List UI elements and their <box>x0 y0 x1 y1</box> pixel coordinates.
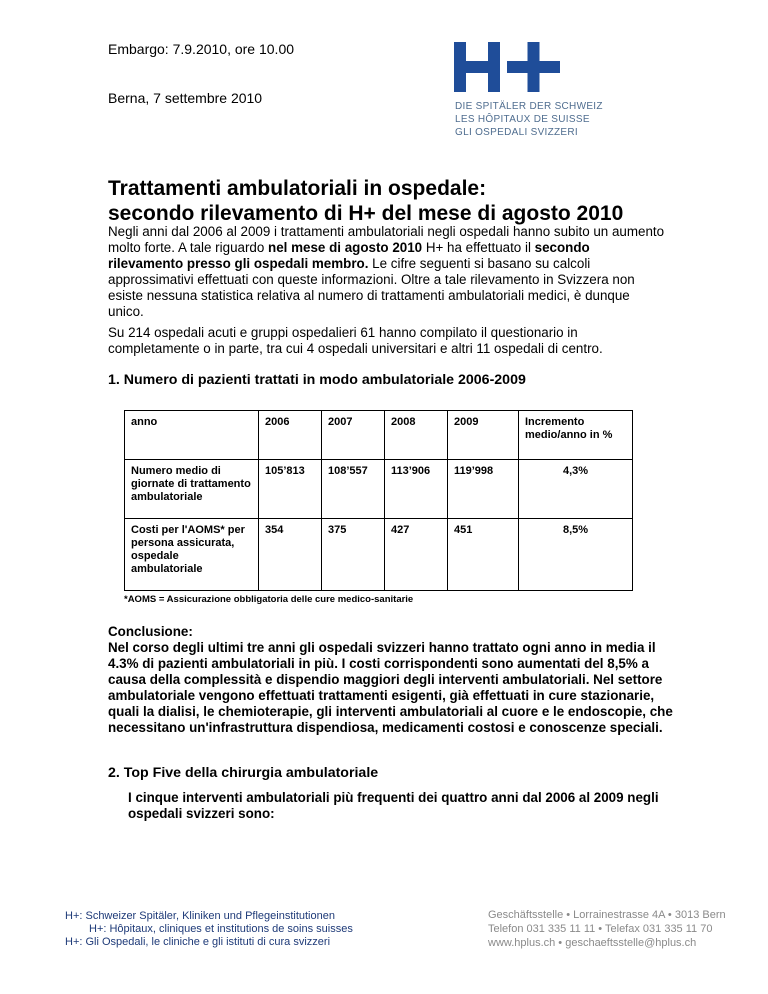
footer-phone: Telefon 031 335 11 11 • Telefax 031 335 11 70 <box>488 923 713 935</box>
intro-text-c: H+ ha effettuato il <box>422 240 535 255</box>
dateline: Berna, 7 settembre 2010 <box>108 90 263 106</box>
table-header-row <box>125 411 633 460</box>
title-line-2: secondo rilevamento di H+ del mese di agosto 2010 <box>108 202 624 225</box>
footer-address: Geschäftsstelle • Lorrainestrasse 4A • 3013 Bern <box>488 909 726 921</box>
table-cell: 113’906 <box>385 460 448 519</box>
table-cell: 451 <box>448 519 519 591</box>
table-cell: 119’998 <box>448 460 519 519</box>
table-cell: Costi per l'AOMS* per persona assicurata, ospedale ambulatoriale <box>125 519 259 591</box>
intro-bold-d: secondo rilevamento presso gli ospedali membro. <box>108 240 590 271</box>
title-line-1: Trattamenti ambulatoriali in ospedale: <box>108 177 487 200</box>
logo-line-de: DIE SPITÄLER DER SCHWEIZ <box>455 101 603 112</box>
stats-table <box>124 410 633 591</box>
table-cell: Numero medio di giornate di trattamento ambulatoriale <box>125 460 259 519</box>
logo-tagline <box>455 100 603 139</box>
table-cell: 8,5% <box>519 519 633 591</box>
table-footnote: *AOMS = Assicurazione obbligatoria delle cure medico-sanitarie <box>124 594 414 605</box>
page-title <box>108 176 708 226</box>
table-cell: 4,3% <box>519 460 633 519</box>
conclusion-text: Nel corso degli ultimi tre anni gli ospedali svizzeri hanno trattato ogni anno in media il 4.3% di pazienti ambulatoriali in più. I costi corrispondenti sono aumentati del 8,5% a causa della complessità e dispendio maggiori degli interventi ambulatoriali. Nel settore ambulatoriale vengono effettuati trattamenti esigenti, già effettuati in cure stazionarie, quali la dialisi, le chemioterapie, gli interventi ambulatoriali al cuore e le endoscopie, che necessitano un'infrastruttura dispendiosa, medicamenti costosi e conoscenze speciali. <box>108 640 673 735</box>
footer-org-fr: H+: Hôpitaux, cliniques et institutions de soins suisses <box>89 923 353 935</box>
h-plus-logo-icon <box>454 42 560 92</box>
table-row <box>125 460 633 519</box>
table-header-cell: 2009 <box>448 411 519 460</box>
intro-text-a: Negli anni dal 2006 al 2009 i trattamenti ambulatoriali negli ospedali hanno subito un aumento molto forte. A tale riguardo <box>108 224 665 255</box>
table-cell: 354 <box>259 519 322 591</box>
table-header-cell: 2007 <box>322 411 385 460</box>
table-cell: 375 <box>322 519 385 591</box>
table-header-cell: anno <box>125 411 259 460</box>
embargo-line: Embargo: 7.9.2010, ore 10.00 <box>108 41 295 57</box>
table-row <box>125 519 633 591</box>
logo-line-it: GLI OSPEDALI SVIZZERI <box>455 127 578 138</box>
conclusion-heading: Conclusione: <box>108 624 193 639</box>
intro-text-e: Le cifre seguenti si basano su calcoli approssimativi effettuati con queste informazioni. Oltre a tale rilevamento in Svizzera non esiste nessuna statistica relativa al numero di trattamenti ambulatoriali medici, è dunque unico. <box>108 256 635 319</box>
sample-paragraph: Su 214 ospedali acuti e gruppi ospedalieri 61 hanno compilato il questionario in completamente o in parte, tra cui 4 ospedali universitari e altri 11 ospedali di centro. <box>108 325 603 356</box>
table-header-cell: Incremento medio/anno in % <box>519 411 633 460</box>
table-header-cell: 2006 <box>259 411 322 460</box>
footer-org-de: H+: Schweizer Spitäler, Kliniken und Pflegeinstitutionen <box>65 910 335 922</box>
footer-web: www.hplus.ch • geschaeftsstelle@hplus.ch <box>488 937 697 949</box>
table-cell: 108’557 <box>322 460 385 519</box>
section-2-text: I cinque interventi ambulatoriali più frequenti dei quattro anni dal 2006 al 2009 negli ospedali svizzeri sono: <box>128 790 659 821</box>
section-1-heading: 1. Numero di pazienti trattati in modo ambulatoriale 2006-2009 <box>108 372 526 388</box>
footer-organisation <box>65 910 353 949</box>
footer-org-it: H+: Gli Ospedali, le cliniche e gli istituti di cura svizzeri <box>65 936 331 948</box>
table-header-cell: 2008 <box>385 411 448 460</box>
table-cell: 105’813 <box>259 460 322 519</box>
logo-line-fr: LES HÔPITAUX DE SUISSE <box>455 114 590 125</box>
table-cell: 427 <box>385 519 448 591</box>
section-2-heading: 2. Top Five della chirurgia ambulatoriale <box>108 765 379 781</box>
intro-paragraph <box>108 224 668 320</box>
intro-bold-b: nel mese di agosto 2010 <box>268 240 423 255</box>
footer-contact <box>488 908 726 950</box>
